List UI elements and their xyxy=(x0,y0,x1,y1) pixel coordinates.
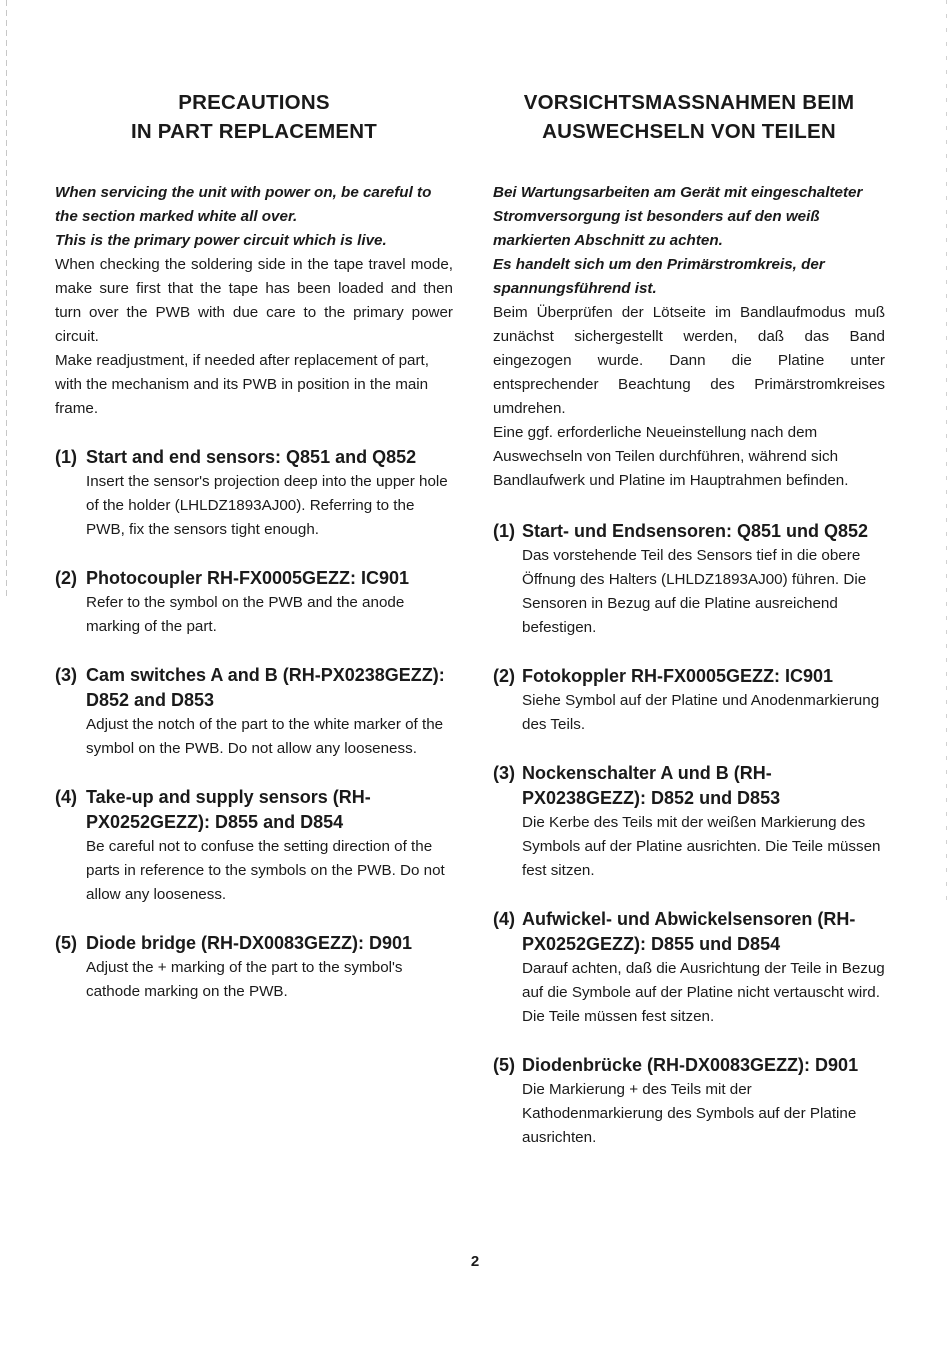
english-section-5-heading xyxy=(55,931,453,956)
german-title xyxy=(493,88,885,146)
section-number: (1) xyxy=(55,447,77,467)
german-column xyxy=(493,88,885,1150)
english-title xyxy=(55,88,453,146)
english-section-2 xyxy=(55,566,453,639)
english-section-1 xyxy=(55,445,453,542)
scan-edge-right xyxy=(946,0,947,900)
section-number: (3) xyxy=(55,665,77,685)
german-section-2-heading xyxy=(493,664,885,689)
german-warning-2: Es handelt sich um den Primärstromkreis, der spannungsführend ist. xyxy=(493,256,825,297)
english-section-1-heading xyxy=(55,445,453,470)
english-paragraph-2: Make readjustment, if needed after replacement of part, with the mechanism and its PWB in position in the main frame. xyxy=(55,352,429,417)
english-paragraph-1: When checking the soldering side in the tape travel mode, make sure first that the tape has been loaded and then turn over the PWB with due care to the primary power circuit. xyxy=(55,256,453,345)
english-column xyxy=(55,88,453,1004)
german-section-1-body: Das vorstehende Teil des Sensors tief in die obere Öffnung des Halters (LHLDZ1893AJ00) führen. Die Sensoren in Bezug auf die Platine ausreichend befestigen. xyxy=(522,547,867,636)
english-section-3 xyxy=(55,663,453,761)
section-number: (1) xyxy=(493,521,515,541)
german-warning-1: Bei Wartungsarbeiten am Gerät mit eingeschalteter Stromversorgung ist besonders auf den weiß markierten Abschnitt zu achten. xyxy=(493,184,863,249)
section-number: (4) xyxy=(55,787,77,807)
english-section-2-heading xyxy=(55,566,453,591)
german-section-4-heading xyxy=(493,907,885,957)
section-number: (2) xyxy=(55,568,77,588)
section-title: Cam switches A and B (RH-PX0238GEZZ): D852 and D853 xyxy=(86,665,445,710)
page-number: 2 xyxy=(470,1253,480,1270)
section-number: (4) xyxy=(493,909,515,929)
english-title-line1: PRECAUTIONS xyxy=(178,91,330,114)
section-number: (3) xyxy=(493,763,515,783)
english-warning-1: When servicing the unit with power on, be careful to the section marked white all over. xyxy=(55,184,432,225)
german-section-2 xyxy=(493,664,885,737)
section-title: Fotokoppler RH-FX0005GEZZ: IC901 xyxy=(522,666,834,686)
english-title-line2: IN PART REPLACEMENT xyxy=(130,120,377,143)
english-section-5 xyxy=(55,931,453,1004)
german-title-line1: VORSICHTSMASSNAHMEN BEIM xyxy=(523,91,855,114)
german-section-5-heading xyxy=(493,1053,885,1078)
german-section-4-body: Darauf achten, daß die Ausrichtung der Teile in Bezug auf die Symbole auf der Platine nicht vertauscht wird. Die Teile müssen fest sitzen. xyxy=(522,960,885,1025)
section-number: (2) xyxy=(493,666,515,686)
german-section-1 xyxy=(493,519,885,640)
german-section-1-heading xyxy=(493,519,885,544)
german-section-3-body: Die Kerbe des Teils mit der weißen Markierung des Symbols auf der Platine ausrichten. Die Teile müssen fest sitzen. xyxy=(522,814,881,879)
german-paragraph-2: Eine ggf. erforderliche Neueinstellung nach dem Auswechseln von Teilen durchführen, während sich Bandlaufwerk und Platine im Hauptrahmen befinden. xyxy=(493,424,849,489)
section-title: Take-up and supply sensors (RH-PX0252GEZZ): D855 and D854 xyxy=(86,787,371,832)
german-section-5 xyxy=(493,1053,885,1150)
english-section-1-body: Insert the sensor's projection deep into the upper hole of the holder (LHLDZ1893AJ00). Referring to the PWB, fix the sensors tight enough. xyxy=(86,473,448,538)
section-title: Start- und Endsensoren: Q851 und Q852 xyxy=(522,521,869,541)
english-section-4 xyxy=(55,785,453,907)
german-title-line2: AUSWECHSELN VON TEILEN xyxy=(542,120,836,143)
english-section-4-heading xyxy=(55,785,453,835)
section-title: Nockenschalter A und B (RH-PX0238GEZZ): D852 und D853 xyxy=(522,763,781,808)
section-title: Photocoupler RH-FX0005GEZZ: IC901 xyxy=(86,568,410,588)
scan-edge-left xyxy=(6,0,7,600)
section-title: Start and end sensors: Q851 and Q852 xyxy=(86,447,417,467)
section-number: (5) xyxy=(493,1055,515,1075)
english-section-5-body: Adjust the + marking of the part to the symbol's cathode marking on the PWB. xyxy=(86,959,403,1000)
german-paragraph-1: Beim Überprüfen der Lötseite im Bandlaufmodus muß zunächst sichergestellt werden, daß das Band eingezogen wurde. Dann die Platine unter entsprechender Beachtung des Primärstromkreises umdrehen. xyxy=(493,304,885,417)
english-section-3-heading xyxy=(55,663,453,713)
german-section-5-body: Die Markierung + des Teils mit der Kathodenmarkierung des Symbols auf der Platine ausrichten. xyxy=(522,1081,857,1146)
german-section-4 xyxy=(493,907,885,1029)
section-title: Aufwickel- und Abwickelsensoren (RH-PX0252GEZZ): D855 und D854 xyxy=(522,909,856,954)
german-section-2-body: Siehe Symbol auf der Platine und Anodenmarkierung des Teils. xyxy=(522,692,880,733)
section-number: (5) xyxy=(55,933,77,953)
english-section-3-body: Adjust the notch of the part to the white marker of the symbol on the PWB. Do not allow any looseness. xyxy=(86,716,444,757)
english-section-2-body: Refer to the symbol on the PWB and the anode marking of the part. xyxy=(86,594,405,635)
english-section-4-body: Be careful not to confuse the setting direction of the parts in reference to the symbols on the PWB. Do not allow any looseness. xyxy=(86,838,445,903)
german-section-3-heading xyxy=(493,761,885,811)
section-title: Diode bridge (RH-DX0083GEZZ): D901 xyxy=(86,933,413,953)
section-title: Diodenbrücke (RH-DX0083GEZZ): D901 xyxy=(522,1055,859,1075)
german-section-3 xyxy=(493,761,885,883)
english-warning-2: This is the primary power circuit which is live. xyxy=(55,232,387,249)
